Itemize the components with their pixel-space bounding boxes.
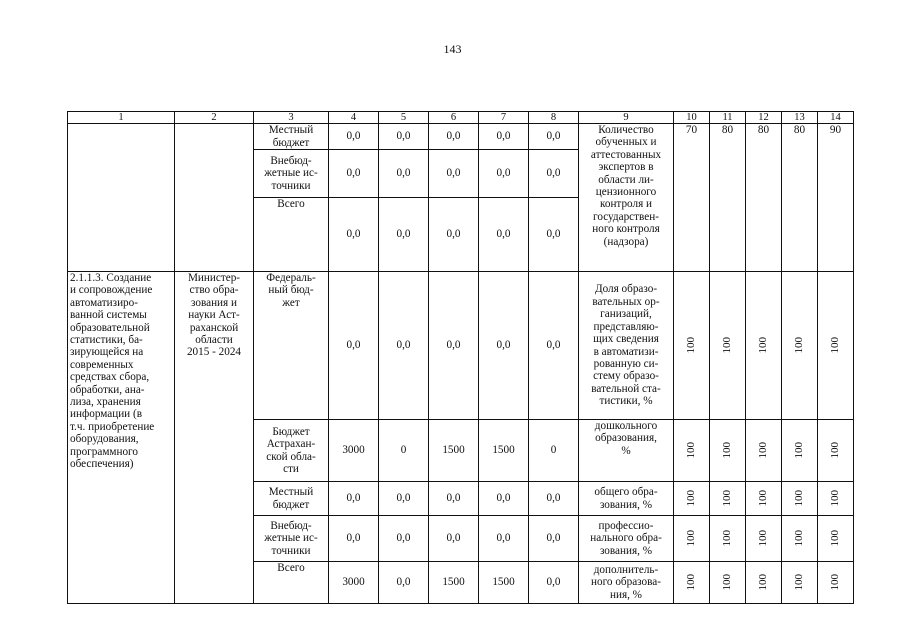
target-cell: [674, 482, 710, 516]
target-value: 100: [685, 337, 698, 354]
target-value: 100: [721, 530, 734, 547]
target-cell: [818, 482, 854, 516]
funding-source: Всего: [254, 562, 329, 604]
indicator-cell: Количество обученных и аттестованных экспертов в области ли- цензионного контроля и государствен- ного контроля (надзора): [579, 124, 674, 272]
amount-cell: 0,0: [529, 482, 579, 516]
target-value: 100: [757, 337, 770, 354]
activity-cell-empty: [68, 124, 175, 272]
amount-cell: 0,0: [529, 198, 579, 272]
target-cell: [746, 562, 782, 604]
target-cell: [710, 562, 746, 604]
indicator-cell: дополнитель- ного образова- ния, %: [579, 562, 674, 604]
amount-cell: 0,0: [429, 198, 479, 272]
indicator-cell: общего обра- зования, %: [579, 482, 674, 516]
page-number: 143: [443, 42, 462, 56]
target-value: 100: [757, 574, 770, 591]
amount-cell: 0,0: [479, 150, 529, 198]
amount-cell: 0,0: [429, 150, 479, 198]
amount-cell: 0,0: [429, 124, 479, 150]
amount-cell: 0,0: [379, 516, 429, 562]
amount-cell: 0,0: [329, 482, 379, 516]
amount-cell: 0,0: [429, 516, 479, 562]
funding-source: Местный бюджет: [254, 124, 329, 150]
program-table: [67, 111, 854, 604]
column-number: 6: [429, 112, 479, 124]
amount-cell: 0,0: [329, 150, 379, 198]
funding-source: Внебюд- жетные ис- точники: [254, 150, 329, 198]
target-value: 100: [829, 442, 842, 459]
amount-cell: 0: [529, 420, 579, 482]
amount-cell: 1500: [479, 562, 529, 604]
activity-cell: 2.1.1.3. Создание и сопровождение автоматизиро- ванной системы образовательной статистики, ба- зирующейся на современных средствах сбора, обработки, ана- лиза, хранения информации (в т.ч. приобретение оборудования, программного обеспечения): [68, 272, 175, 604]
amount-cell: 3000: [329, 420, 379, 482]
target-cell: [818, 272, 854, 420]
amount-cell: 0,0: [329, 198, 379, 272]
target-cell: 70: [674, 124, 710, 272]
target-cell: [818, 516, 854, 562]
amount-cell: 1500: [479, 420, 529, 482]
column-number: 7: [479, 112, 529, 124]
target-cell: [782, 420, 818, 482]
amount-cell: 0,0: [429, 272, 479, 420]
target-value: 100: [793, 530, 806, 547]
target-value: 100: [721, 490, 734, 507]
target-value: 100: [793, 442, 806, 459]
target-value: 100: [829, 574, 842, 591]
amount-cell: 0,0: [479, 482, 529, 516]
amount-cell: 0,0: [329, 272, 379, 420]
target-value: 100: [829, 337, 842, 354]
amount-cell: 0,0: [529, 272, 579, 420]
executor-cell: Министер- ство обра- зования и науки Аст- раханской области 2015 - 2024: [175, 272, 254, 604]
target-value: 100: [793, 574, 806, 591]
target-value: 100: [685, 442, 698, 459]
column-number: 4: [329, 112, 379, 124]
table-row: [68, 124, 854, 150]
amount-cell: 1500: [429, 420, 479, 482]
column-number: 13: [782, 112, 818, 124]
target-cell: 80: [782, 124, 818, 272]
indicator-cell: профессио- нального обра- зования, %: [579, 516, 674, 562]
target-value: 100: [829, 530, 842, 547]
column-number: 1: [68, 112, 175, 124]
amount-cell: 0,0: [379, 482, 429, 516]
table-row: [68, 272, 854, 420]
amount-cell: 0: [379, 420, 429, 482]
target-value: 100: [757, 530, 770, 547]
indicator-cell: Доля образо- вательных ор- ганизаций, представляю- щих сведения в автоматизи- рованную си- стему образо- вательной ста- тистики, %: [579, 272, 674, 420]
column-number: 12: [746, 112, 782, 124]
target-cell: [710, 420, 746, 482]
column-number-row: [68, 112, 854, 124]
amount-cell: 0,0: [379, 272, 429, 420]
target-cell: 80: [746, 124, 782, 272]
amount-cell: 0,0: [479, 124, 529, 150]
amount-cell: 0,0: [479, 272, 529, 420]
amount-cell: 0,0: [529, 150, 579, 198]
indicator-cell: дошкольного образования, %: [579, 420, 674, 482]
target-value: 100: [757, 442, 770, 459]
funding-source: Местный бюджет: [254, 482, 329, 516]
column-number: 2: [175, 112, 254, 124]
column-number: 11: [710, 112, 746, 124]
target-cell: [782, 482, 818, 516]
target-cell: [818, 420, 854, 482]
target-cell: 80: [710, 124, 746, 272]
target-cell: [782, 516, 818, 562]
column-number: 5: [379, 112, 429, 124]
amount-cell: 0,0: [329, 124, 379, 150]
target-cell: [818, 562, 854, 604]
amount-cell: 3000: [329, 562, 379, 604]
target-cell: [674, 272, 710, 420]
amount-cell: 0,0: [529, 562, 579, 604]
amount-cell: 0,0: [479, 198, 529, 272]
target-value: 100: [685, 490, 698, 507]
target-cell: [710, 482, 746, 516]
target-value: 100: [721, 442, 734, 459]
amount-cell: 0,0: [529, 124, 579, 150]
amount-cell: 0,0: [379, 562, 429, 604]
amount-cell: 0,0: [329, 516, 379, 562]
target-cell: [710, 516, 746, 562]
target-value: 100: [721, 337, 734, 354]
column-number: 8: [529, 112, 579, 124]
target-value: 100: [721, 574, 734, 591]
target-value: 100: [793, 490, 806, 507]
target-cell: [746, 482, 782, 516]
target-value: 100: [685, 530, 698, 547]
target-cell: [746, 516, 782, 562]
funding-source: Бюджет Астрахан- ской обла- сти: [254, 420, 329, 482]
target-cell: 90: [818, 124, 854, 272]
funding-source: Федераль- ный бюд- жет: [254, 272, 329, 420]
amount-cell: 1500: [429, 562, 479, 604]
target-cell: [674, 516, 710, 562]
target-cell: [782, 562, 818, 604]
amount-cell: 0,0: [379, 150, 429, 198]
amount-cell: 0,0: [529, 516, 579, 562]
target-value: 100: [793, 337, 806, 354]
target-cell: [674, 562, 710, 604]
amount-cell: 0,0: [379, 124, 429, 150]
funding-source: Внебюд- жетные ис- точники: [254, 516, 329, 562]
executor-cell-empty: [175, 124, 254, 272]
target-cell: [782, 272, 818, 420]
amount-cell: 0,0: [379, 198, 429, 272]
target-cell: [746, 272, 782, 420]
target-value: 100: [829, 490, 842, 507]
column-number: 9: [579, 112, 674, 124]
target-cell: [710, 272, 746, 420]
column-number: 3: [254, 112, 329, 124]
target-value: 100: [757, 490, 770, 507]
column-number: 10: [674, 112, 710, 124]
funding-source: Всего: [254, 198, 329, 272]
target-cell: [674, 420, 710, 482]
amount-cell: 0,0: [479, 516, 529, 562]
target-value: 100: [685, 574, 698, 591]
column-number: 14: [818, 112, 854, 124]
amount-cell: 0,0: [429, 482, 479, 516]
target-cell: [746, 420, 782, 482]
